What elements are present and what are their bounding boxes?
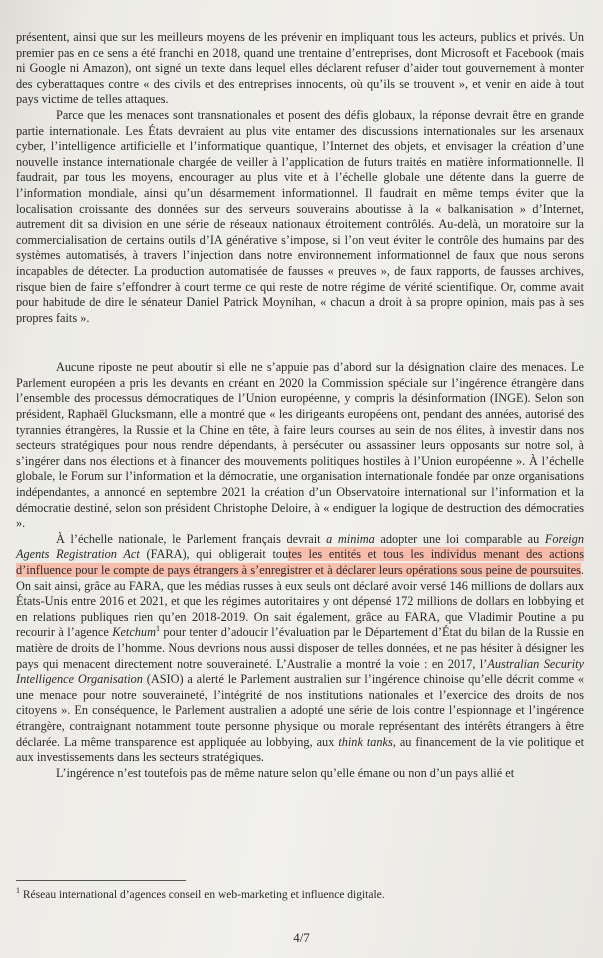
paragraph-4 [16,532,584,766]
p4-asio-title: Australian Security Intelligence Organisation [16,656,584,687]
paragraph-5: L’ingérence n’est toutefois pas de même nature selon qu’elle émane ou non d’un pays allié et [56,765,515,780]
p4-text-c: (FARA), qui obligerait tou [139,547,289,562]
p4-text-e: pour tenter d’adoucir l’évaluation par le Département d’État du bilan de la Russie en matière de droits de l’homme. Nous devrions nous aussi disposer de telles données, et ne pas hésiter à désigner les pays qui menacent directement notre souveraineté. L’Australie a montré la voie : en 2017, l’ [16,625,584,671]
footnote-marker: 1 [16,886,20,896]
p4-ketchum: Ketchum [112,625,156,640]
footnote [16,888,584,902]
footnote-ref: 1 [155,624,160,634]
body-text [16,30,584,781]
p4-text-g: , au financement de la vie politique et aux investissements dans les secteurs stratégiques. [16,734,584,765]
p4-text-d: . On sait ainsi, grâce au FARA, que les médias russes à eux seuls ont déclaré avoir versé 146 millions de dollars aux États-Unis entre 2016 et 2021, et que les régimes autoritaires y ont dépensé 172 millions de dollars en lobbying et en relations publiques rien qu’en 2018-2019. On sait également, grâce au FARA, que Vladimir Poutine a pu recourir à l’agence [16,563,584,640]
p4-text-f: (ASIO) a alerté le Parlement australien sur l’ingérence chinoise qu’elle décrit comme « une menace pour notre souveraineté, l’intégrité de nos institutions nationales et l’exercice des droits de nos citoyens ». En conséquence, le Parlement australien a adopté une série de lois contre l’espionnage et l’ingérence étrangère, contraignant notamment toute personne physique ou morale représentant des intérêts étrangers à être déclarée. La même transparence est appliquée au lobbying, aux [16,672,584,749]
footnote-divider [16,880,186,881]
p4-text-a: À l’échelle nationale, le Parlement français devrait [56,531,327,546]
page-number: 4/7 [293,930,310,945]
paragraph-3: Aucune riposte ne peut aboutir si elle ne s’appuie pas d’abord sur la désignation claire des menaces. Le Parlement européen a pris les devants en créant en 2020 la Commission spéciale sur l’ingérence étrangère dans l’ensemble des processus démocratiques de l’Union européenne, y compris la désinformation (INGE). Selon son président, Raphaël Glucksmann, elle a montré que « les dirigeants européens ont, pendant des années, autorisé des tyrannies étrangères, la Russie et la Chine en tête, à faire leurs courses au sein de nos élites, à investir dans nos secteurs stratégiques pour nous rendre dépendants, à persécuter ou assassiner leurs opposants sur notre sol, à s’ingérer dans nos élections et à financer des mouvements politiques hostiles à l’Union européenne ». À l’échelle globale, le Forum sur l’information et la démocratie, une organisation internationale fondée par onze organisations indépendantes, a annoncé en septembre 2021 la création d’un Observatoire international sur l’information et la démocratie destiné, selon son président Christophe Deloire, à « endiguer la logique de destruction des démocraties ». [16,360,584,531]
p4-text-b: adopter une loi comparable au [374,531,545,546]
highlighted-passage: tes les entités et tous les individus menant des actions d’influence pour le compte de pays étrangers à s’enregistrer et à déclarer leurs opérations sous peine de poursuites [16,547,584,577]
p4-fara-title: Foreign Agents Registration Act [16,531,584,562]
p4-italic-a-minima: a minima [326,531,375,546]
section-gap [16,326,584,360]
paragraph-1: présentent, ainsi que sur les meilleurs moyens de les prévenir en impliquant tous les acteurs, publics et privés. Un premier pas en ce sens a été franchi en 2018, quand une trentaine d’entreprises, dont Microsoft et Facebook (mais ni Google ni Amazon), ont signé un texte dans lequel elles déclarent refuser d’aider tout gouvernement à monter des cyberattaques contre « des civils et des entreprises innocents, où qu’ils se trouvent », et venir en aide à tout pays victime de telles attaques. [16,30,584,107]
paragraph-2: Parce que les menaces sont transnationales et posent des défis globaux, la réponse devrait être en grande partie internationale. Les États devraient au plus vite entamer des discussions internationales sur les arsenaux cyber, l’intelligence artificielle et l’informatique quantique, l’Internet des objets, et envisager la création d’une nouvelle instance internationale chargée de veiller à l’application de futurs traités en matière informationnelle. Il faudrait, par tous les moyens, encourager au plus vite et à l’échelle globale une détente dans la guerre de l’information mondiale, ainsi qu’un désarmement informationnel. Il faudrait en même temps éviter que la localisation croissante des données sur des serveurs souverains aboutisse à la « balkanisation » d’Internet, autrement dit sa division en une série de réseaux nationaux étroitement contrôlés. Au-delà, un moratoire sur la commercialisation de certains outils d’IA générative s’impose, si l’on veut éviter le contrôle des humains par des systèmes automatisés, à travers l’injection dans notre environnement informationnel de faux que nous serons incapables de détecter. La production automatisée de fausses « preuves », de faux rapports, de fausses archives, risque bien de faire s’effondrer à court terme ce qui reste de notre régime de vérité scientifique. Or, comme avait pour habitude de dire le sénateur Daniel Patrick Moynihan, « chacun a droit à sa propre opinion, mais pas à ses propres faits ». [16,107,584,325]
p4-think-tanks: think tanks [338,734,393,749]
footnote-text: Réseau international d’agences conseil en web-marketing et influence digitale. [22,889,385,901]
